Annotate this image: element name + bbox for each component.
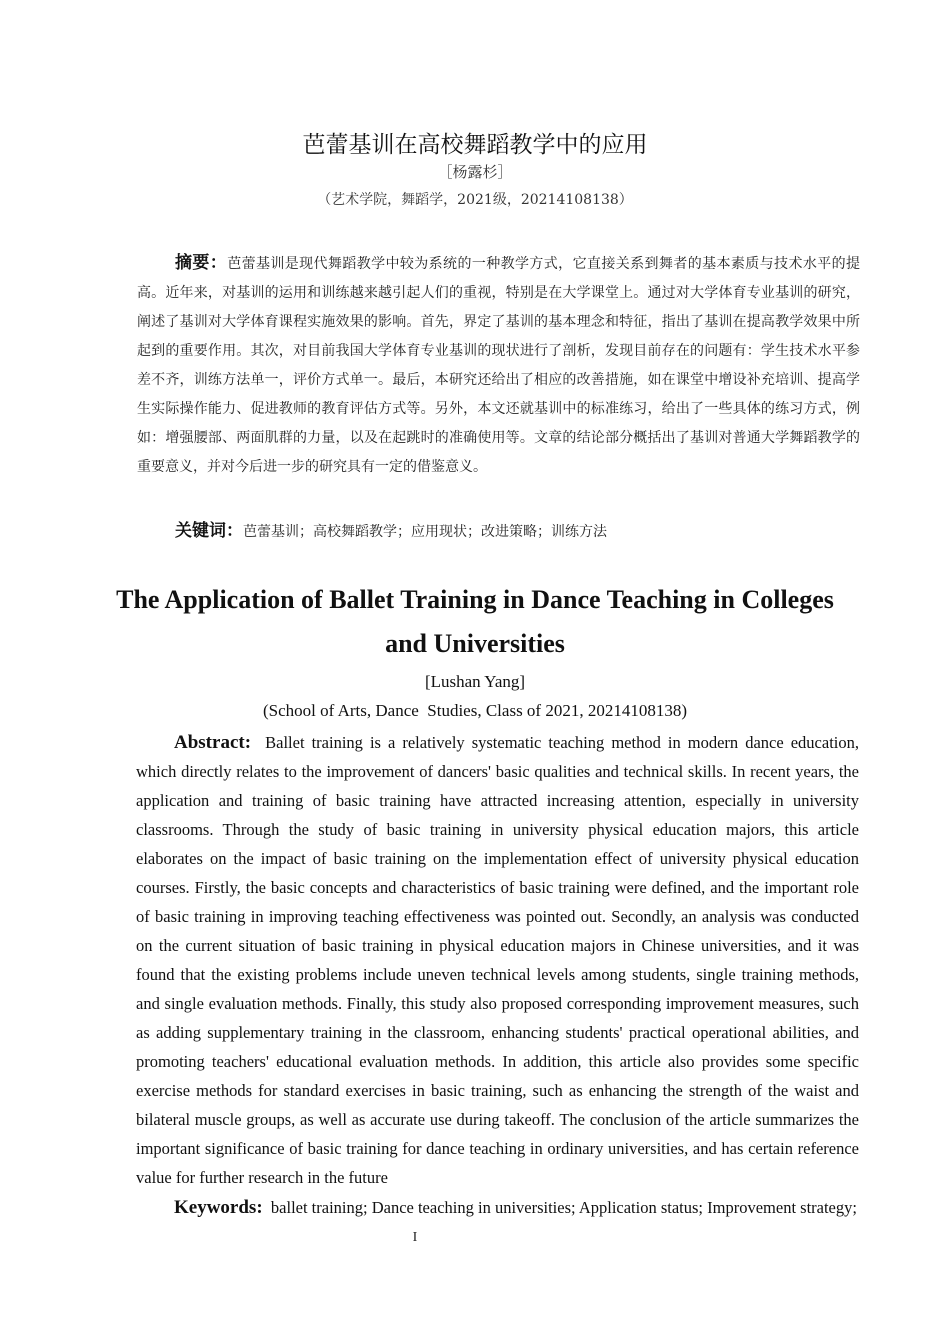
chinese-title: 芭蕾基训在高校舞蹈教学中的应用 <box>302 132 648 158</box>
chinese-keywords <box>175 516 860 547</box>
english-title-line-1: The Application of Ballet Training in Dance Teaching in Colleges <box>116 585 834 614</box>
chinese-abstract-text: 芭蕾基训是现代舞蹈教学中较为系统的一种教学方式，它直接关系到舞者的基本素质与技术水平的提高。近年来，对基训的运用和训练越来越引起人们的重视，特别是在大学课堂上。通过对大学体育专业基训的研究，阐述了基训对大学体育课程实施效果的影响。首先，界定了基训的基本理念和特征，指出了基训在提高教学效果中所起到的重要作用。其次，对目前我国大学体育专业基训的现状进行了剖析，发现目前存在的问题有：学生技术水平参差不齐，训练方法单一，评价方式单一。最后，本研究还给出了相应的改善措施，如在课堂中增设补充培训、提高学生实际操作能力、促进教师的教育评估方式等。另外，本文还就基训中的标准练习，给出了一些具体的练习方式，例如：增强腰部、两面肌群的力量，以及在起跳时的准确使用等。文章的结论部分概括出了基训对普通大学舞蹈教学的重要意义，并对今后进一步的研究具有一定的借鉴意义。 <box>137 256 861 475</box>
english-keywords-label: Keywords: <box>174 1197 263 1218</box>
english-keywords <box>174 1193 864 1223</box>
english-abstract-label: Abstract: <box>174 732 252 753</box>
page-number: I <box>412 1230 418 1245</box>
english-abstract <box>136 728 859 1192</box>
english-affiliation: (School of Arts, Dance Studies, Class of 2021, 20214108138) <box>262 701 688 720</box>
english-title-line-2: and Universities <box>385 629 565 658</box>
chinese-keywords-label: 关键词： <box>175 521 243 541</box>
chinese-abstract <box>137 249 860 482</box>
english-keywords-text: ballet training; Dance teaching in universities; Application status; Improvement strategy; <box>270 1198 857 1217</box>
english-author: [Lushan Yang] <box>424 672 526 691</box>
english-abstract-text: Ballet training is a relatively systematic teaching method in modern dance education, which directly relates to the improvement of dancers' basic qualities and technical skills. In recent years, the application and training of basic training have attracted increasing attention, especially in university classrooms. Through the study of basic training in university physical education majors, this article elaborates on the impact of basic training on the implementation effect of university physical education courses. Firstly, the basic concepts and characteristics of basic training were defined, and the important role of basic training in improving teaching effectiveness was pointed out. Secondly, an analysis was conducted on the current situation of basic training in physical education majors in Chinese universities, and it was found that the existing problems include uneven technical levels among students, single training methods, and single evaluation methods. Finally, this study also proposed corresponding improvement measures, such as adding supplementary training in the classroom, enhancing students' practical operational abilities, and promoting teachers' educational evaluation methods. In addition, this article also provides some specific exercise methods for standard exercises in basic training, such as enhancing the strength of the waist and bilateral muscle groups, as well as accurate use during takeoff. The conclusion of the article summarizes the important significance of basic training for dance teaching in ordinary universities, and has certain reference value for further research in the future <box>136 733 859 1187</box>
chinese-keywords-text: 芭蕾基训；高校舞蹈教学；应用现状；改进策略；训练方法 <box>243 524 607 540</box>
chinese-author: ［杨露杉］ <box>437 163 513 181</box>
chinese-abstract-label: 摘要： <box>175 253 228 273</box>
chinese-affiliation: （艺术学院，舞蹈学，2021级，20214108138） <box>317 192 633 208</box>
english-title <box>0 578 950 666</box>
